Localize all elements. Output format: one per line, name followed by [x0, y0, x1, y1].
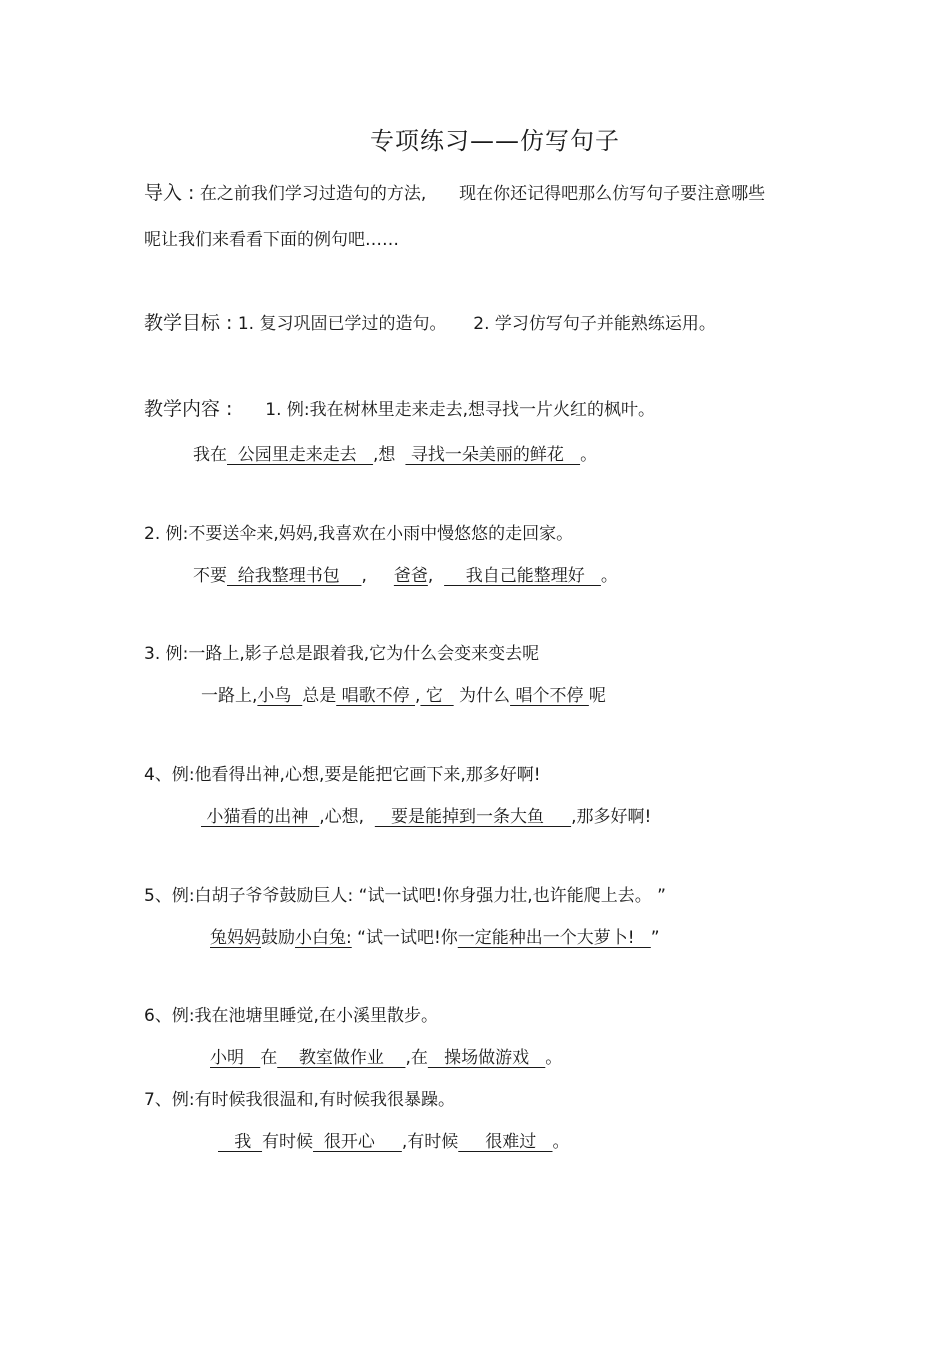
answer-text: 不要 — [193, 566, 227, 586]
answer-blank: 小猫看的出神 — [201, 807, 320, 827]
answer-text: 。 — [545, 1048, 563, 1068]
item-4-answer — [201, 805, 651, 829]
item-1-example: 1. 例:我在树林里走来走去,想寻找一片火红的枫叶。 — [265, 400, 656, 420]
answer-text: 一路上, — [201, 686, 258, 706]
answer-text: 。 — [580, 445, 598, 465]
answer-blank: 唱歌不停 — [336, 686, 416, 706]
answer-blank: 一定能种出一个大萝卜! — [457, 928, 651, 948]
answer-blank: 很开心 — [313, 1132, 402, 1152]
answer-text: , — [361, 566, 394, 586]
item-3-answer — [201, 684, 606, 708]
answer-text: 我在 — [193, 445, 227, 465]
answer-blank: 小明 — [210, 1048, 261, 1068]
answer-blank: 要是能掉到一条大鱼 — [374, 807, 572, 827]
answer-blank: 寻找一朵美丽的鲜花 — [405, 445, 581, 465]
item-2-answer — [193, 564, 618, 588]
answer-blank: 我自己能整理好 — [444, 566, 601, 586]
answer-blank: 很难过 — [458, 1132, 553, 1152]
content-label: 教学内容 : — [144, 398, 233, 420]
answer-text: “试一试吧!你 — [351, 928, 458, 948]
answer-text: 。 — [552, 1132, 570, 1152]
answer-text: ,想 — [373, 445, 396, 465]
answer-text: 。 — [600, 566, 618, 586]
answer-blank: 给我整理书包 — [227, 566, 362, 586]
goal-1: 1. 复习巩固已学过的造句。 — [237, 314, 447, 334]
answer-text: 鼓励 — [261, 928, 295, 948]
intro-label: 导入 : — [144, 182, 195, 204]
item-7-example: 7、例:有时候我很温和,有时候我很暴躁。 — [144, 1090, 455, 1110]
answer-text: , — [427, 566, 445, 586]
answer-blank: 小鸟 — [257, 686, 303, 706]
answer-text: 呢 — [588, 686, 606, 706]
item-1-answer — [193, 443, 597, 467]
answer-text: 有时候 — [262, 1132, 314, 1152]
answer-text: 为什么 — [453, 686, 511, 706]
intro-line-2: 呢让我们来看看下面的例句吧…… — [144, 230, 399, 250]
goals-line — [144, 311, 716, 336]
goal-2: 2. 学习仿写句子并能熟练运用。 — [473, 314, 716, 334]
item-2-example: 2. 例:不要送伞来,妈妈,我喜欢在小雨中慢悠悠的走回家。 — [144, 524, 574, 544]
answer-text: 总是 — [302, 686, 337, 706]
answer-blank: 我 — [218, 1132, 263, 1152]
answer-blank: 小白兔: — [295, 928, 352, 948]
item-6-answer — [210, 1046, 562, 1070]
item-3-example: 3. 例:一路上,影子总是跟着我,它为什么会变来变去呢 — [144, 644, 540, 664]
item-5-example: 5、例:白胡子爷爷鼓励巨人: “试一试吧!你身强力壮,也许能爬上去。 ” — [144, 886, 666, 906]
intro-line-1 — [144, 181, 765, 206]
item-5-answer — [210, 926, 660, 950]
answer-blank: 兔妈妈 — [210, 928, 261, 948]
item-6-example: 6、例:我在池塘里睡觉,在小溪里散步。 — [144, 1006, 438, 1026]
goals-label: 教学目标 : — [144, 312, 233, 334]
answer-text: ,那多好啊! — [571, 807, 652, 827]
answer-text: 在 — [260, 1048, 278, 1068]
answer-blank: 它 — [420, 686, 454, 706]
item-4-example: 4、例:他看得出神,心想,要是能把它画下来,那多好啊! — [144, 765, 541, 785]
answer-blank: 爸爸 — [393, 566, 428, 586]
item-7-answer — [218, 1130, 570, 1154]
page-title: 专项练习——仿写句子 — [370, 127, 620, 155]
answer-blank: 操场做游戏 — [427, 1048, 546, 1068]
content-line — [144, 397, 655, 422]
answer-blank: 教室做作业 — [277, 1048, 406, 1068]
answer-text: ” — [650, 928, 660, 948]
intro-text-1: 在之前我们学习过造句的方法, — [199, 184, 427, 204]
answer-blank: 公园里走来走去 — [227, 445, 374, 465]
answer-text: ,心想, — [319, 807, 375, 827]
intro-text-1b: 现在你还记得吧那么仿写句子要注意哪些 — [459, 184, 766, 204]
answer-text: , — [415, 686, 421, 706]
answer-text: ,有时候 — [401, 1132, 459, 1152]
answer-blank: 唱个不停 — [510, 686, 589, 706]
answer-text: ,在 — [405, 1048, 428, 1068]
